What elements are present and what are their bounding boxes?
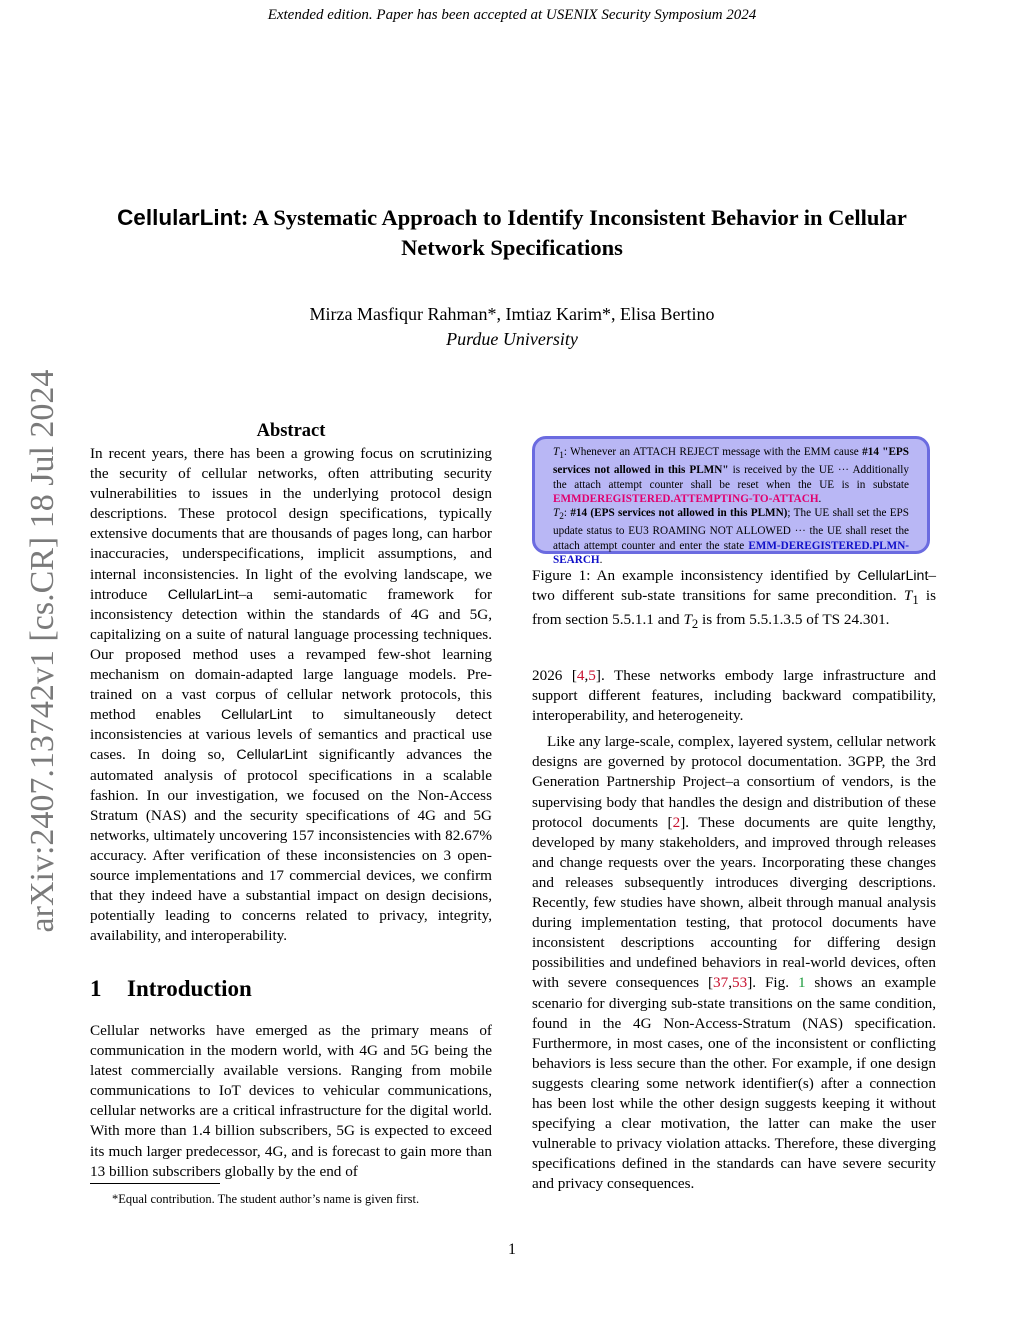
fig-text: . xyxy=(599,553,603,566)
abstract-text: In recent years, there has been a growing focus on scrutinizing the security of cellular networks, often attributing security vulnerabilities to issues in the underlying protocol design descriptions. These protocol design specifications, typically extensive documents that are thousands of pages long, can harbor inaccuracies, underspecifications, implicit assumptions, and internal inconsistencies. In light of the evolving landscape, we introduce xyxy=(90,445,492,603)
t1-label: T xyxy=(553,446,560,458)
fig-text: : Whenever an ATTACH REJECT message with the EMM cause xyxy=(563,446,863,458)
caption-t2: T xyxy=(683,611,692,629)
system-name: CellularLint xyxy=(236,747,308,764)
caption-text: is from section 5.5.1.1 and xyxy=(532,587,936,629)
footnote-divider xyxy=(90,1183,220,1184)
t1-subscript: 1 xyxy=(559,451,564,462)
fig-text: ; The UE shall set the EPS update status to EU3 ROAMING NOT ALLOWED ··· the UE shall reset the attach attempt counter and enter the state xyxy=(553,507,909,552)
right-column-text xyxy=(532,666,936,1194)
citation-link[interactable]: 4 xyxy=(576,667,585,684)
abstract-text: significantly advances the automated analysis of protocol specifications in a scalable fashion. In our investigation, we focused on the Non-Access Stratum (NAS) and the security specifications of 4G and 5G networks, ultimately uncovering 157 inconsistencies with 82.67% accuracy. After verification of these inconsistencies on 3 open-source implementations and 17 commercial devices, we confirm that they indeed have a substantial impact on design decisions, potentially leading to concerns related to privacy, integrity, availability, and interoperability. xyxy=(90,746,493,945)
title-line2: Network Specifications xyxy=(401,235,623,260)
right-paragraph-1 xyxy=(532,666,936,726)
title-system-name: CellularLint xyxy=(117,205,241,230)
citation-link[interactable]: 53 xyxy=(732,974,748,992)
caption-t1: T xyxy=(903,587,913,605)
figure-link[interactable]: 1 xyxy=(797,974,806,992)
t2-cause: #14 (EPS services not allowed in this PLMN) xyxy=(570,507,788,520)
caption-text: is from 5.5.1.3.5 of TS 24.301. xyxy=(698,611,890,629)
t2-state: EMM-DEREGISTERED.PLMN-SEARCH xyxy=(553,539,909,566)
paragraph-text: shows an example scenario for diverging sub-state transitions on the same condition, found in the 4G Non-Access-Stratum (NAS) specification. Furthermore, in most cases, one of the inconsistent or conflicting behaviors is less secure than the other. For example, if one design suggests clearing some network identifier(s) after a connection has been lost while the other design suggests keeping it without specifying a clear motivation, the latter can make the user vulnerable to privacy violation attacks. Therefore, these diverging specifications defined in the standards can have severe security and privacy consequences. xyxy=(532,974,936,1193)
paragraph-text: ]. Fig. xyxy=(747,974,798,992)
authors: Mirza Masfiqur Rahman*, Imtiaz Karim*, Elisa Bertino xyxy=(309,304,715,324)
paragraph-text: 2026 [ xyxy=(532,667,577,684)
paragraph-text: Like any large-scale, complex, layered system, cellular network designs are governed by protocol documentation. 3GPP, the 3rd Generation Partnership Project–a consortium of vendors, is the supervising body that handles the design and distribution of these protocol documents [ xyxy=(532,733,936,831)
t1-cause: #14 "EPS services not allowed in this PLMN" xyxy=(553,446,909,477)
figure-1-box xyxy=(532,436,930,566)
citation-link[interactable]: 37 xyxy=(713,974,729,992)
section-heading-introduction xyxy=(90,976,252,1002)
paragraph-text: ]. These networks embody large infrastructure and support different features, including backward compatibility, interoperability, and heterogeneity. xyxy=(532,667,936,725)
arxiv-stamp: arXiv:2407.13742v1 [cs.CR] 18 Jul 2024 xyxy=(24,369,61,933)
paper-title xyxy=(80,203,944,263)
paragraph-text: , xyxy=(728,974,733,992)
abstract-heading: Abstract xyxy=(256,421,326,441)
figure-t1-text xyxy=(553,445,909,506)
fig-text: is received by the UE ··· Additionally the attach attempt counter shall be reset when the UE is in substate xyxy=(553,464,910,491)
title-line1: : A Systematic Approach to Identify Inconsistent Behavior in Cellular xyxy=(240,205,907,230)
header-note: Extended edition. Paper has been accepted at USENIX Security Symposium 2024 xyxy=(267,7,757,23)
paragraph-text: Cellular networks have emerged as the primary means of communication in the modern world, with 4G and 5G being the latest commercially available versions. Ranging from mobile communications to IoT devices to vehicular communications, cellular networks are a critical infrastructure for the digital world. With more than 1.4 billion subscribers, 5G is expected to exceed its much larger predecessor, 4G, and is forecast to gain more than 13 billion subscribers globally by the end of xyxy=(90,1022,492,1180)
fig-text: : xyxy=(563,507,571,520)
abstract-body xyxy=(90,444,492,946)
page-number: 1 xyxy=(508,1241,516,1258)
abstract-text: to simultaneously detect inconsistencies at various levels of semantics and practical use cases. In doing so, xyxy=(90,706,492,764)
citation-link[interactable]: 2 xyxy=(672,813,681,831)
caption-t1-sub: 1 xyxy=(912,593,919,608)
system-name: CellularLint xyxy=(857,568,929,584)
caption-t2-sub: 2 xyxy=(691,617,699,632)
caption-text: Figure 1: An example inconsistency identified by xyxy=(532,567,858,584)
t1-state: EMMDEREGISTERED.ATTEMPTING-TO-ATTACH xyxy=(553,492,819,505)
abstract-text: –a semi-automatic framework for inconsistency detection within the standards of 4G and 5G, capitalizing on a suite of natural language processing techniques. Our proposed method uses a revamped few-shot learning mechanism on domain-adapted large language models. Pre-trained on a vast corpus of cellular network protocols, this method enables xyxy=(90,585,492,724)
t2-label: T xyxy=(553,507,560,520)
intro-paragraph-1 xyxy=(90,1021,492,1182)
figure-t2-text xyxy=(553,506,909,567)
affiliation: Purdue University xyxy=(446,329,578,349)
t2-subscript: 2 xyxy=(559,512,564,523)
figure-1-caption xyxy=(532,566,936,634)
caption-text: –two different sub-state transitions for same precondition. xyxy=(532,567,936,605)
section-title: Introduction xyxy=(127,976,252,1001)
system-name: CellularLint xyxy=(221,707,293,724)
citation-link[interactable]: 5 xyxy=(588,667,596,684)
footnote: *Equal contribution. The student author’s name is given first. xyxy=(112,1192,420,1206)
paragraph-text: ]. These documents are quite lengthy, developed by many stakeholders, and improved through releases and change requests over the years. Incorporating these changes and releases subsequently introduces diverging descriptions. Recently, few studies have shown, albeit through manual analysis during implementation testing, that protocol documents have inconsistent descriptions accounting for differing design possibilities and undefined behaviors in real-world devices, often with severe consequences [ xyxy=(532,813,936,992)
system-name: CellularLint xyxy=(167,586,239,603)
right-paragraph-2 xyxy=(532,732,936,1194)
paragraph-text: , xyxy=(584,667,589,684)
fig-text: . xyxy=(818,492,822,505)
section-number: 1 xyxy=(90,976,102,1001)
